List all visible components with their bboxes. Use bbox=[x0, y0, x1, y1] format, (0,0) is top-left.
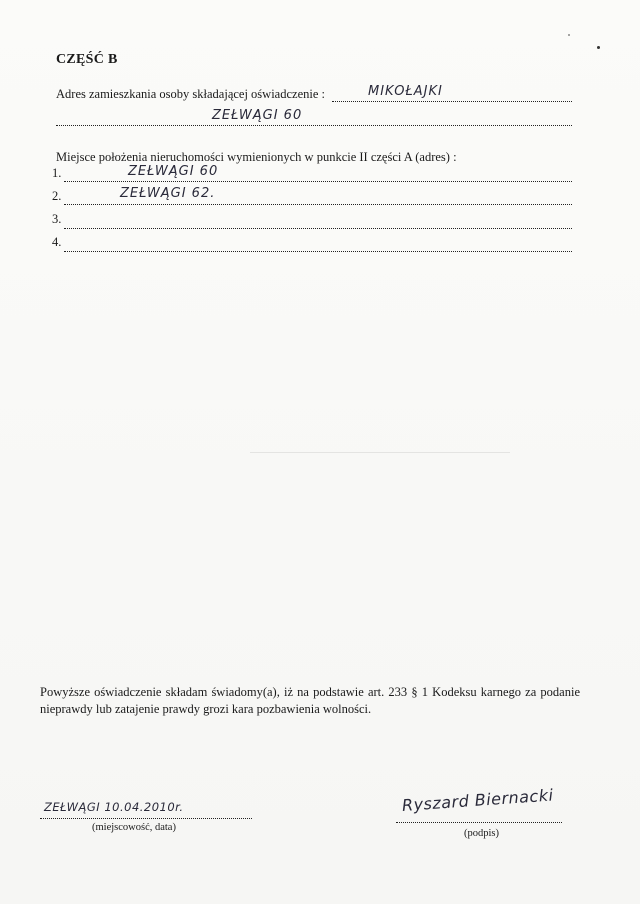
signature-handwritten: Ryszard Biernacki bbox=[401, 785, 555, 815]
property-label: Miejsce położenia nieruchomości wymienionych w punkcie II części A (adres) : bbox=[56, 150, 457, 164]
property-dotted-line bbox=[64, 251, 572, 252]
declaration-text: Powyższe oświadczenie składam świadomy(a), iż na podstawie art. 233 § 1 Kodeksu karnego za podanie nieprawdy lub zatajenie prawdy grozi kara pozbawienia wolności. bbox=[40, 685, 580, 716]
signature-dotted-line bbox=[396, 822, 562, 823]
place-date-handwritten: ZEŁWĄGI 10.04.2010r. bbox=[44, 800, 184, 814]
property-dotted-line bbox=[64, 181, 572, 182]
property-handwritten-value: ZEŁWĄGI 62. bbox=[120, 186, 216, 201]
property-dotted-line bbox=[64, 204, 572, 205]
scan-speck bbox=[597, 46, 600, 49]
property-number: 3. bbox=[52, 212, 62, 226]
signature-caption: (podpis) bbox=[464, 828, 499, 839]
place-date-caption: (miejscowość, data) bbox=[92, 822, 176, 833]
address-label: Adres zamieszkania osoby składającej oświadczenie : bbox=[56, 87, 325, 101]
property-number: 4. bbox=[52, 235, 62, 249]
address-handwritten-line2: ZEŁWĄGI 60 bbox=[212, 108, 303, 123]
property-number: 2. bbox=[52, 189, 62, 203]
scan-speck bbox=[568, 34, 570, 36]
section-title: CZĘŚĆ B bbox=[56, 52, 118, 67]
faint-scan-line bbox=[250, 452, 510, 453]
property-number: 1. bbox=[52, 166, 62, 180]
property-handwritten-value: ZEŁWĄGI 60 bbox=[128, 164, 219, 179]
property-dotted-line bbox=[64, 228, 572, 229]
place-date-dotted-line bbox=[40, 818, 252, 819]
address-handwritten-line1: MIKOŁAJKI bbox=[368, 84, 443, 99]
address-dotted-line bbox=[332, 101, 572, 102]
address-dotted-line-2 bbox=[56, 125, 572, 126]
